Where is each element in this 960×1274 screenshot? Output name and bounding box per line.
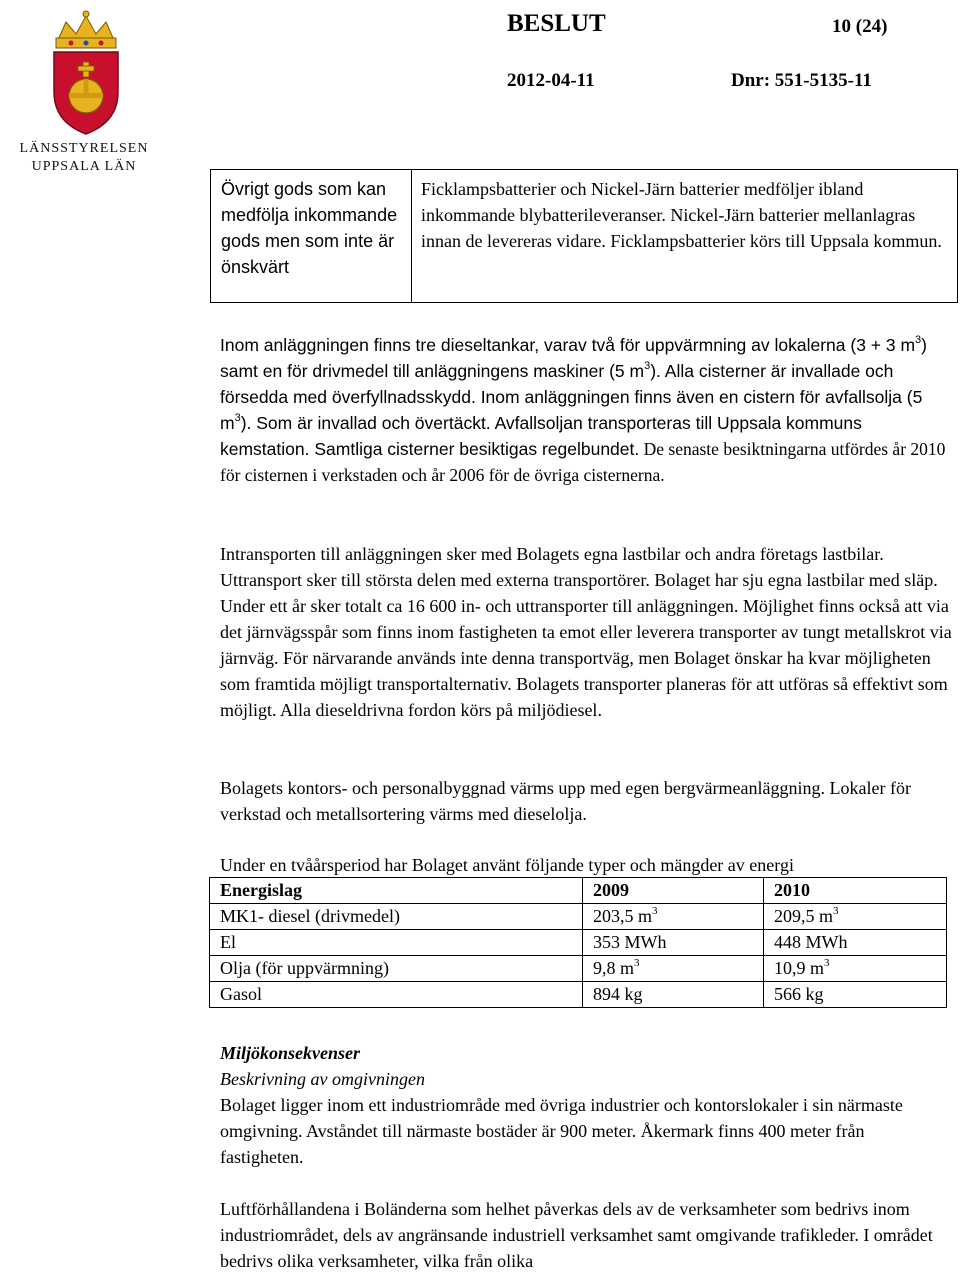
energy-type-cell: Gasol — [210, 982, 583, 1008]
paragraph-tanks-part-a: Inom anläggningen finns tre dieseltankar, varav två för uppvärmning av lokalerna (3 + 3 m — [220, 335, 916, 355]
other-goods-table — [210, 169, 958, 303]
paragraph-air-conditions: Luftförhållandena i Boländerna som helhet påverkas dels av de verksamheter som bedrivs inom industriområdet, dels av angränsande industriell verksamhet samt omgivande trafikleder. I området bedrivs olika verksamheter, vilka från olika — [220, 1199, 933, 1271]
org-name-line2: UPPSALA LÄN — [31, 159, 137, 174]
paragraph-tanks — [220, 332, 952, 488]
paragraph-surroundings: Bolaget ligger inom ett industriområde med övriga industrier och kontorslokaler i sin närmaste omgivning. Avståndet till närmaste bostäder är 900 meter. Åkermark finns 400 meter från fastigheten. — [220, 1095, 903, 1167]
energy-type-cell: MK1- diesel (drivmedel) — [210, 904, 583, 930]
value-2010-cell: 10,9 $m^3$ — [764, 956, 947, 982]
energy-table-caption: Under en tvåårsperiod har Bolaget använt följande typer och mängder av energi — [220, 855, 794, 875]
table-row — [210, 956, 947, 982]
energy-type-cell: El — [210, 930, 583, 956]
document-type: BESLUT — [507, 10, 606, 37]
other-goods-description: Ficklampsbatterier och Nickel-Järn batterier medföljer ibland inkommande blybatterileveranser. Nickel-Järn batterier mellanlagras innan de levereras vidare. Ficklampsbatterier körs till Uppsala kommun. — [421, 179, 942, 251]
section-heading: Miljökonsekvenser — [220, 1043, 361, 1063]
other-goods-label: Övrigt gods som kan medfölja inkommande gods men som inte är önskvärt — [221, 179, 398, 277]
column-header-2009: 2009 — [583, 878, 764, 904]
table-row — [210, 904, 947, 930]
value-2010-cell: 448 MWh — [764, 930, 947, 956]
energy-table — [209, 877, 947, 1008]
column-header-2010: 2010 — [764, 878, 947, 904]
crest-icon — [36, 10, 136, 138]
value-2009-cell: 894 kg — [583, 982, 764, 1008]
energy-type-cell: Olja (för uppvärmning) — [210, 956, 583, 982]
table-divider — [411, 170, 412, 302]
paragraph-tanks-part-b: ) samt en för drivmedel till anläggningens maskiner (5 m — [220, 335, 927, 381]
value-2009-cell: 353 MWh — [583, 930, 764, 956]
paragraph-heating: Bolagets kontors- och personalbyggnad värms upp med egen bergvärmeanläggning. Lokaler för verkstad och metallsortering värms med dieselolja. — [220, 778, 911, 824]
section-subheading: Beskrivning av omgivningen — [220, 1069, 425, 1089]
superscript: 3 — [915, 334, 922, 346]
table-row — [210, 930, 947, 956]
superscript: 3 — [234, 412, 241, 424]
value-2009-cell: 9,8 $m^3$ — [583, 956, 764, 982]
value-2009-cell: 203,5 $m^3$ — [583, 904, 764, 930]
column-header-energy-type: Energislag — [210, 878, 583, 904]
value-2010-cell: 209,5 $m^3$ — [764, 904, 947, 930]
value-2010-cell: 566 kg — [764, 982, 947, 1008]
table-header-row — [210, 878, 947, 904]
superscript: 3 — [644, 360, 651, 372]
org-name-line1: LÄNSSTYRELSEN — [19, 141, 149, 156]
paragraph-transports: Intransporten till anläggningen sker med Bolagets egna lastbilar och andra företags lastbilar. Uttransport sker till största delen med externa transportörer. Bolaget har sju egna lastbilar med släp. Under ett år sker totalt ca 16 600 in- och uttransporter till anläggningen. Möjlighet finns också att via det järnvägsspår som finns inom fastigheten ta emot eller leverera transporter av tungt metallskrot via järnväg. För närvarande används inte denna transportväg, men Bolaget önskar ha kvar möjligheten som framtida möjligt transportalternativ. Bolagets transporter planeras för att utföras så effektivt som möjligt. Alla dieseldrivna fordon körs på miljödiesel. — [220, 544, 952, 720]
document-registration-number: Dnr: 551-5135-11 — [731, 70, 872, 91]
document-date: 2012-04-11 — [507, 70, 595, 91]
paragraph-tanks-part-e: De senaste besiktningarna utfördes år 2010 för cisternen i verkstaden och år 2006 för de övriga cisternerna. — [220, 439, 946, 485]
paragraph-tanks-part-d: ). Som är invallad och övertäckt. Avfallsoljan transporteras till Uppsala kommuns kemstation. Samtliga cisterner besiktigas regelbundet. — [220, 413, 862, 459]
table-row — [210, 982, 947, 1008]
paragraph-tanks-part-c: ). Alla cisterner är invallade och försedda med överfyllnadsskydd. Inom anläggningen finns även en cistern för avfallsolja (5 m — [220, 361, 923, 433]
page-number: 10 (24) — [832, 16, 888, 37]
